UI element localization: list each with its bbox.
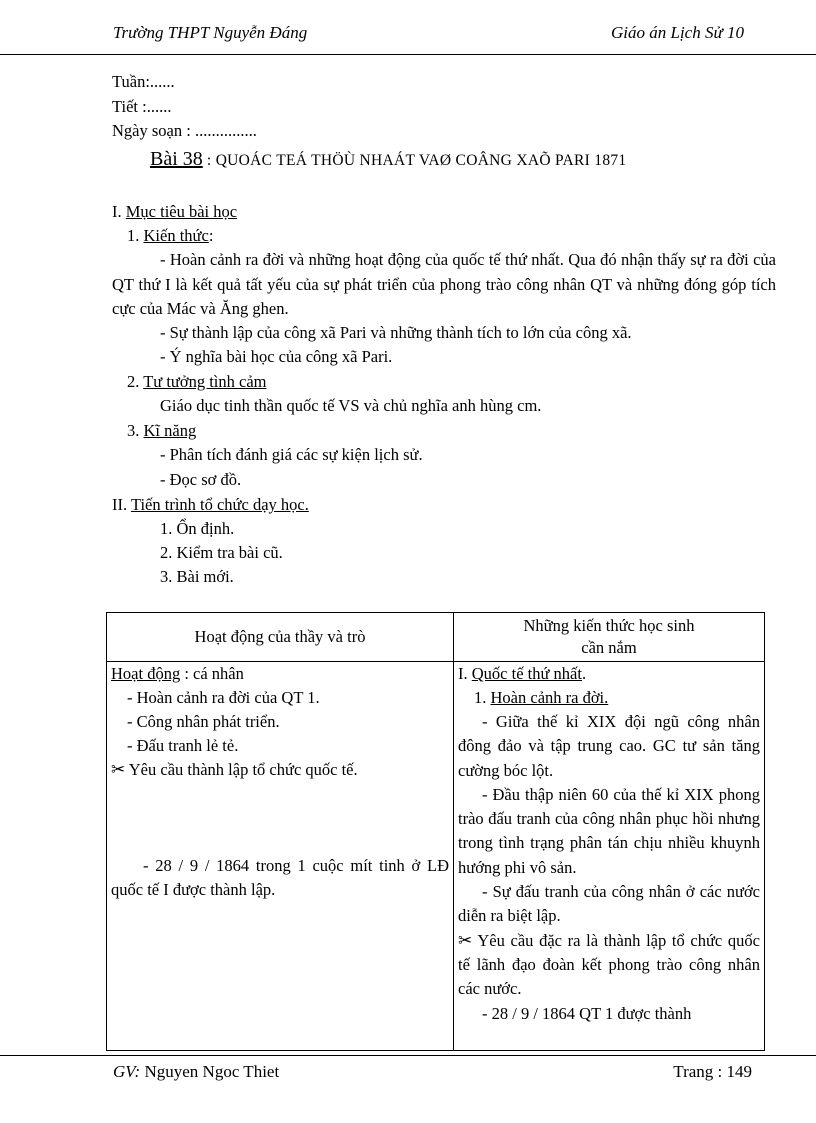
table-header-row: [107, 613, 765, 662]
knowledge-heading-2: [458, 686, 760, 710]
lesson-title-text: : QUOÁC TEÁ THÖÙ NHAÁT VAØ COÂNG XAÕ PARI 1871: [206, 152, 627, 169]
scissors-icon: ✂: [111, 760, 126, 779]
knowledge-paragraph-2: - Đầu thập niên 60 của thế kỉ XIX phong trào đấu tranh của công nhân phục hồi nhưng trong tình trạng phân tán chịu nhiều khuynh hướng phi vô sản.: [458, 784, 760, 877]
kien-thuc-colon: :: [208, 226, 214, 245]
ki-nang-heading: [127, 420, 196, 442]
table-header-right: [454, 613, 765, 662]
activity-heading: [111, 662, 449, 686]
knowledge-paragraph-4: [458, 929, 760, 1002]
knowledge-paragraph-4-text: Yêu cầu đặc ra là thành lập tổ chức quốc tế lãnh đạo đoàn kết phong trào công nhân các nước.: [458, 930, 761, 999]
section-1-title: Mục tiêu bài học: [125, 202, 238, 221]
activity-line-4: [111, 758, 449, 782]
table-header-right-line-1: Những kiến thức học sinh: [523, 616, 695, 635]
tu-tuong-heading: [127, 371, 267, 393]
activity-type: : cá nhân: [184, 664, 244, 683]
knowledge-heading-1: [458, 662, 760, 686]
section-2-heading: [112, 494, 309, 516]
meta-ngay-soan: Ngày soạn : ...............: [112, 121, 257, 140]
header-subject: Giáo án Lịch Sử 10: [611, 23, 744, 42]
section-2-item-3: 3. Bài mới.: [160, 567, 234, 586]
knowledge-paragraph-3: - Sự đấu tranh của công nhân ở các nước diễn ra biệt lập.: [458, 882, 760, 926]
activity-line-2: - Công nhân phát triển.: [127, 712, 280, 731]
footer-gv-label: GV:: [113, 1062, 141, 1081]
header-rule: [0, 54, 816, 55]
ki-nang-item-2: - Đọc sơ đồ.: [160, 470, 242, 489]
tu-tuong-prefix: 2.: [127, 372, 144, 391]
lesson-title: [150, 148, 626, 171]
activity-label: Hoạt động: [111, 664, 181, 683]
section-2-prefix: II.: [112, 495, 131, 514]
header-school: Trường THPT Nguyễn Đáng: [113, 23, 308, 42]
section-2-title: Tiến trình tổ chức dạy học.: [130, 495, 309, 514]
tu-tuong-text: Giáo dục tinh thần quốc tế VS và chủ nghĩa anh hùng cm.: [160, 396, 542, 415]
ki-nang-title: Kĩ năng: [143, 421, 197, 440]
section-2-item-2: 2. Kiểm tra bài cũ.: [160, 543, 283, 562]
section-1-heading: [112, 201, 237, 223]
kien-thuc-title: Kiến thức: [143, 226, 209, 245]
knowledge-heading-1-dot: .: [581, 664, 587, 683]
kien-thuc-heading: [127, 225, 213, 247]
kien-thuc-item-2: - Sự thành lập của công xã Pari và những thành tích to lớn của công xã.: [160, 323, 632, 342]
kien-thuc-paragraph: - Hoàn cảnh ra đời và những hoạt động của quốc tế thứ nhất. Qua đó nhận thấy sự ra đời của QT thứ I là kết quả tất yếu của sự phát triển của phong trào công nhân QT và những đóng góp tích cực của Mác và Ăng ghen.: [112, 250, 776, 318]
meta-tuan: Tuần:......: [112, 72, 175, 91]
activity-line-5: - 28 / 9 / 1864 trong 1 cuộc mít tinh ở LĐ quốc tế I được thành lập.: [111, 856, 449, 900]
meta-tiet: Tiết :......: [112, 97, 172, 116]
tu-tuong-title: Tư tưởng tình cảm: [143, 372, 267, 391]
footer-teacher: [113, 1062, 279, 1082]
kien-thuc-item-3: - Ý nghĩa bài học của công xã Pari.: [160, 347, 393, 366]
kien-thuc-prefix: 1.: [127, 226, 144, 245]
activity-line-3: - Đấu tranh lẻ tẻ.: [127, 736, 239, 755]
knowledge-heading-1-title: Quốc tế thứ nhất: [471, 664, 582, 683]
footer-teacher-name: Nguyen Ngoc Thiet: [140, 1062, 280, 1081]
activity-line-4-text: Yêu cầu thành lập tổ chức quốc tế.: [128, 760, 358, 779]
ki-nang-item-1: - Phân tích đánh giá các sự kiện lịch sử.: [160, 445, 423, 464]
lesson-number: Bài 38: [150, 148, 203, 170]
knowledge-heading-2-prefix: 1.: [474, 688, 491, 707]
scissors-icon: ✂: [458, 930, 473, 950]
teacher-activity-cell: [107, 662, 454, 1051]
footer-page-number: Trang : 149: [673, 1062, 752, 1081]
student-knowledge-cell: [454, 662, 765, 1051]
footer-rule: [0, 1055, 816, 1056]
table-header-left: Hoạt động của thầy và trò: [107, 613, 454, 662]
ki-nang-prefix: 3.: [127, 421, 144, 440]
section-1-prefix: I.: [112, 202, 126, 221]
lesson-table: [106, 612, 765, 1051]
table-header-right-line-2: cần nắm: [581, 638, 637, 657]
knowledge-paragraph-5: - 28 / 9 / 1864 QT 1 được thành: [482, 1003, 692, 1023]
knowledge-heading-2-title: Hoàn cảnh ra đời.: [490, 688, 609, 707]
knowledge-paragraph-1: - Giữa thế kỉ XIX đội ngũ công nhân đông đảo và tập trung cao. GC tư sản tăng cường bóc lột.: [458, 712, 760, 780]
table-row: [107, 662, 765, 1051]
knowledge-heading-1-prefix: I.: [458, 664, 472, 683]
activity-line-1: - Hoàn cảnh ra đời của QT 1.: [127, 688, 320, 707]
section-2-item-1: 1. Ổn định.: [160, 519, 235, 538]
